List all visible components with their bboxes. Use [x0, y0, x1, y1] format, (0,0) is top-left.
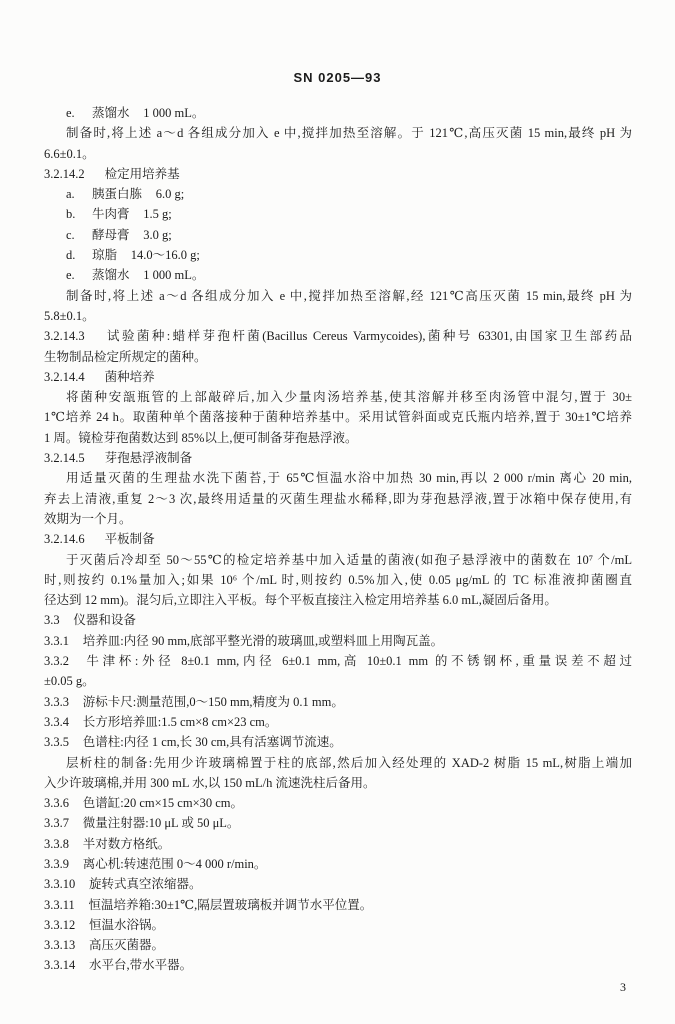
numbered-item [44, 692, 632, 712]
paragraph-line: 1 周。镜检芽孢菌数达到 85%以上,便可制备芽孢悬浮液。 [44, 430, 358, 445]
list-item-name: 胰蛋白胨 [92, 187, 143, 202]
list-item-name: 牛肉膏 [92, 207, 130, 222]
section-heading [44, 448, 632, 468]
section-number: 3.3 [44, 613, 60, 628]
list-item-label: e. [66, 268, 75, 283]
list-item-name: 蒸馏水 [92, 268, 130, 283]
standard-code-header: SN 0205—93 [293, 70, 382, 85]
list-item-label: d. [66, 248, 76, 263]
numbered-item [44, 712, 632, 732]
list-item-label: b. [66, 207, 76, 222]
item-text: 水平台,带水平器。 [89, 958, 193, 973]
numbered-item [44, 732, 632, 752]
paragraph-line: 时,则按约 0.1%量加入;如果 10⁶ 个/mL 时,则按约 0.5%加入,使 0.05 μg/mL 的 TC 标准液抑菌圈直 [44, 572, 632, 587]
item-text: 恒温培养箱:30±1℃,隔层置玻璃板并调节水平位置。 [88, 897, 373, 912]
list-item [44, 245, 632, 265]
paragraph-line: 生物制品检定所规定的菌种。 [44, 349, 207, 364]
paragraph-line: 6.6±0.1。 [44, 146, 95, 161]
section-number: 3.2.14.4 [44, 369, 85, 384]
item-number: 3.3.1 [44, 633, 69, 648]
paragraph-line: ±0.05 g。 [44, 674, 95, 689]
item-text: 微量注射器:10 μL 或 50 μL。 [82, 816, 240, 831]
paragraph-line: 径达到 12 mm)。混匀后,立即注入平板。每个平板直接注入检定用培养基 6.0 mL,凝固后备用。 [44, 593, 557, 608]
item-text: 高压灭菌器。 [89, 938, 165, 953]
item-number: 3.3.7 [44, 816, 69, 831]
item-number: 3.3.12 [44, 917, 76, 932]
numbered-item [44, 915, 632, 935]
list-item-amount: 1 000 mL。 [143, 268, 205, 283]
section-title: 仪器和设备 [73, 613, 136, 628]
item-text: 恒温水浴锅。 [89, 917, 165, 932]
section-number: 3.2.14.3 [44, 329, 85, 344]
item-number: 3.3.4 [44, 714, 69, 729]
numbered-item [44, 834, 632, 854]
list-item-label: e. [66, 106, 75, 120]
section-number: 3.2.14.2 [44, 166, 85, 181]
paragraph-line: 用适量灭菌的生理盐水洗下菌苔,于 65℃恒温水浴中加热 30 min,再以 2 000 r/min 离心 20 min, [66, 471, 632, 486]
paragraph-line: 将菌种安瓿瓶管的上部敲碎后,加入少量肉汤培养基,使其溶解并移至肉汤管中混匀,置于 30± [66, 390, 632, 405]
item-number: 3.3.13 [44, 938, 76, 953]
section-heading [44, 367, 632, 387]
page-number: 3 [620, 980, 626, 994]
paragraph-line: 入少许玻璃棉,并用 300 mL 水,以 150 mL/h 流速洗柱后备用。 [44, 775, 376, 790]
item-text: 长方形培养皿:1.5 cm×8 cm×23 cm。 [82, 714, 278, 729]
section-number: 3.2.14.6 [44, 532, 85, 547]
list-item [44, 103, 632, 123]
numbered-item [44, 854, 632, 874]
list-item-name: 酵母膏 [92, 227, 130, 242]
numbered-item [44, 895, 632, 915]
item-text: 培养皿:内径 90 mm,底部平整光滑的玻璃皿,或塑料皿上用陶瓦盖。 [82, 633, 444, 648]
paragraph-line: 弃去上清液,重复 2～3 次,最终用适量的灭菌生理盐水稀释,即为芽孢悬浮液,置于冰箱中保存使用,有 [44, 491, 632, 506]
list-item-amount: 1.5 g; [143, 207, 172, 222]
item-text: 色谱缸:20 cm×15 cm×30 cm。 [82, 796, 244, 811]
item-text: 离心机:转速范围 0～4 000 r/min。 [82, 856, 267, 871]
paragraph-line: 5.8±0.1。 [44, 308, 95, 323]
paragraph-line: 制备时,将上述 a～d 各组成分加入 e 中,搅拌加热至溶解,经 121℃高压灭菌 15 min,最终 pH 为 [66, 288, 632, 303]
paragraph-line: 效期为一个月。 [44, 511, 132, 526]
section-heading [44, 610, 632, 630]
list-item-name: 琼脂 [92, 248, 118, 263]
list-item [44, 265, 632, 285]
paragraph-line: 于灭菌后冷却至 50～55℃的检定培养基中加入适量的菌液(如孢子悬浮液中的菌数在 10⁷ 个/mL [66, 552, 632, 567]
numbered-item [44, 651, 632, 671]
item-number: 3.3.5 [44, 735, 69, 750]
list-item [44, 225, 632, 245]
numbered-item [44, 813, 632, 833]
section-title: 平板制备 [104, 532, 155, 547]
list-item [44, 184, 632, 204]
numbered-item [44, 631, 632, 651]
section-heading [44, 326, 632, 346]
item-text: 牛津杯:外径 8±0.1 mm,内径 6±0.1 mm,高 10±0.1 mm 的不锈钢杯,重量误差不超过 [82, 654, 632, 669]
paragraph-line: 制备时,将上述 a～d 各组成分加入 e 中,搅拌加热至溶解。于 121℃,高压灭菌 15 min,最终 pH 为 [66, 126, 632, 141]
item-number: 3.3.2 [44, 654, 69, 669]
numbered-item [44, 955, 632, 975]
section-number: 3.2.14.5 [44, 451, 85, 466]
section-heading [44, 164, 632, 184]
document-body [44, 103, 632, 976]
section-title: 芽孢悬浮液制备 [104, 451, 193, 466]
list-item-label: c. [66, 227, 75, 242]
list-item [44, 204, 632, 224]
list-item-label: a. [66, 187, 75, 202]
paragraph-line: 层析柱的制备:先用少许玻璃棉置于柱的底部,然后加入经处理的 XAD-2 树脂 15 mL,树脂上端加 [66, 755, 632, 770]
section-title: 菌种培养 [104, 369, 155, 384]
list-item-amount: 14.0～16.0 g; [130, 248, 200, 263]
list-item-amount: 1 000 mL。 [143, 106, 205, 120]
list-item-amount: 3.0 g; [143, 227, 172, 242]
section-heading [44, 529, 632, 549]
paragraph-line: 1℃培养 24 h。取菌种单个菌落接种于菌种培养基中。采用试管斜面或克氏瓶内培养,置于 30±1℃培养 [44, 410, 632, 425]
numbered-item [44, 874, 632, 894]
numbered-item [44, 935, 632, 955]
section-text: 试验菌种:蜡样芽孢杆菌(Bacillus Cereus Varmycoides),菌种号 63301,由国家卫生部药品 [104, 329, 632, 344]
item-text: 游标卡尺:测量范围,0～150 mm,精度为 0.1 mm。 [82, 694, 344, 709]
item-number: 3.3.8 [44, 836, 69, 851]
item-number: 3.3.10 [44, 877, 76, 892]
item-text: 旋转式真空浓缩器。 [89, 877, 202, 892]
item-text: 半对数方格纸。 [82, 836, 171, 851]
item-number: 3.3.11 [44, 897, 75, 912]
item-number: 3.3.3 [44, 694, 69, 709]
item-number: 3.3.6 [44, 796, 69, 811]
item-number: 3.3.14 [44, 958, 76, 973]
numbered-item [44, 793, 632, 813]
list-item-amount: 6.0 g; [155, 187, 185, 202]
section-title: 检定用培养基 [104, 166, 180, 181]
item-text: 色谱柱:内径 1 cm,长 30 cm,具有活塞调节流速。 [82, 735, 342, 750]
item-number: 3.3.9 [44, 856, 69, 871]
list-item-name: 蒸馏水 [92, 106, 130, 120]
